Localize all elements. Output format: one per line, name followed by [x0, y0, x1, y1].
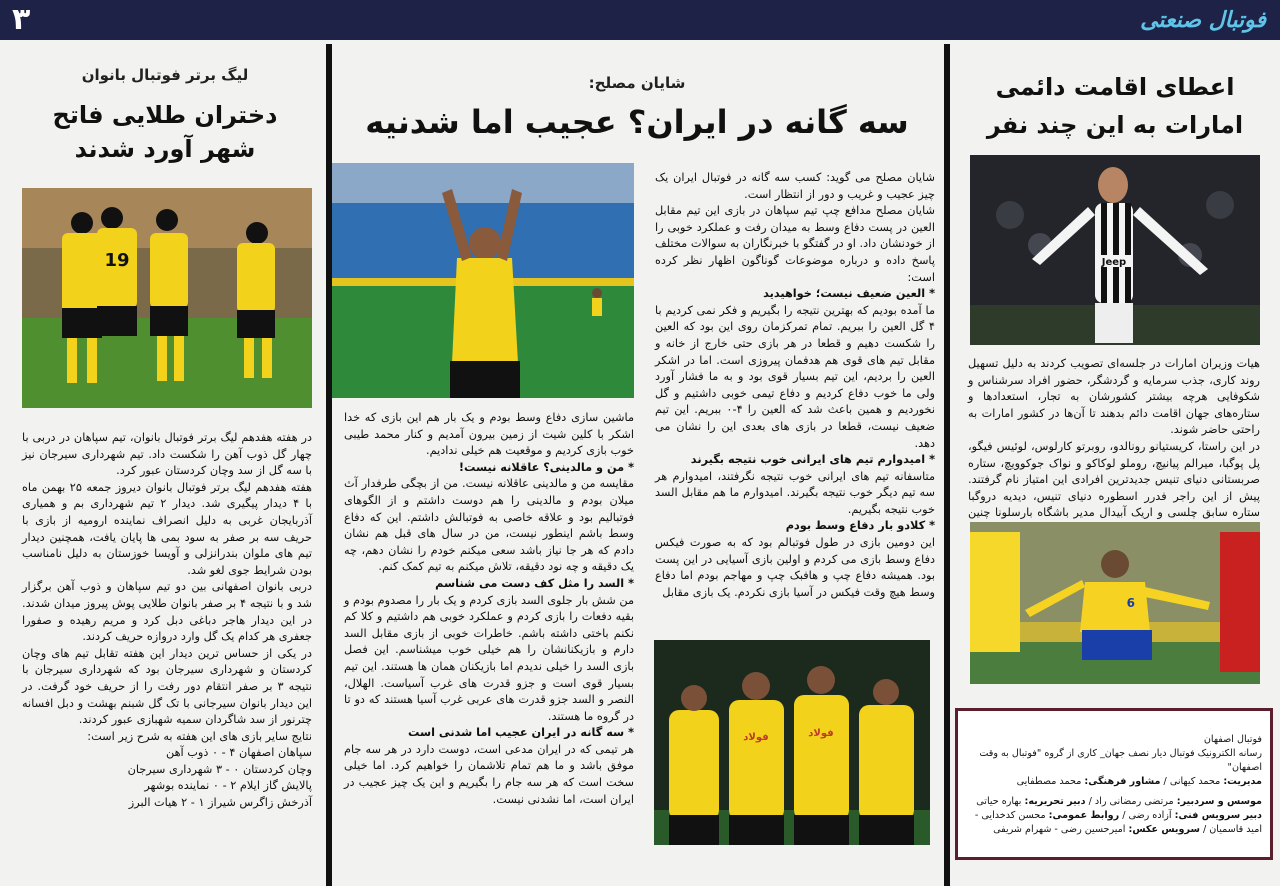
- ronaldo-illustration: [970, 155, 1260, 345]
- article-body-left: ماشین سازی دفاع وسط بودم و یک بار هم این بازی که خدا اشکر با کلین شیت از زمین بیرون آمدیم و کنار محمد طیبی خوب بازی کردیم و موقعیت هم خیلی ندادیم. * من و مالدینی؟ عاقلانه نیست! مقایسه من و مالدینی عاقلانه نیست. من از بچگی طرفدار آث میلان بودم و مالدینی را هم دوست داشتم و از الگوهای فوتبالیم بود و علاقه خاصی به فوتبالش داشتم. این که دفاع وسط باشم اینطور نیست، من در سال های قبل هم نشان دادم که هر جا نیاز باشد سعی میکنم خودم را نشان دهم، چه یک دقیقه و چه نود دقیقه، تلاش میکنم به تیم کمک کنم. * السد را مثل کف دست می شناسم من شش بار جلوی السد بازی کردم و یک بار را مصدوم بودم و بقیه دفعات را بازی کردم و عملکرد خوبی هم داشتیم و کلا کم نکنم باختی داشته باشم. خاطرات خوبی از بازی مقابل السد دارم و بازیکنانشان را هم خیلی خوب میشناسم. این فصل بازی السد را خیلی ندیدم اما بازیکنان همان ها هستند. این تیم بسیار قوی است و جزو قدرت های غرب آسیاست. الهلال، النصر و السد جزو قدرت های عربی غرب آسیا هستند که دو تا در گروه ما هستند. * سه گانه در ایران عجیب اما شدنی است هر تیمی که در ایران مدعی است، دوست دارد در هر سه جام موفق باشد و ما هم تمام تلاشمان را خواهیم کرد. اما خیلی سخت است که هر سه جام را بگیریم و این یک چیز عجیب در ایران است، اما نشدنی نیست.: [344, 411, 634, 806]
- result-item: وچان کردستان ۰ - ۳ شهرداری سیرجان: [127, 762, 312, 776]
- sepahan-team-photo: [654, 640, 930, 845]
- women-team-photo: [22, 188, 312, 408]
- article-title: سه گانه در ایران؟ عجیب اما شدنیه: [365, 103, 909, 141]
- women-team-illustration: [22, 188, 312, 408]
- credits-line1: فوتبال اصفهان: [1203, 734, 1262, 745]
- roberto-carlos-illustration: [970, 522, 1260, 684]
- credits-tech-line: دبیر سرویس فنی: آزاده رضی / روابط عمومی: محسن کدخدایی -: [974, 810, 1262, 821]
- article-title: دختران طلایی فاتح شهر آورد شدند: [52, 101, 278, 163]
- svg-text:فولاد: فولاد: [743, 732, 769, 743]
- ronaldo-photo: [970, 155, 1260, 345]
- top-bar: [0, 0, 1280, 40]
- credits-line2: رسانه الکترونیک فوتبال دیار نصف جهان_ کاری از گروه "فوتبال به وقت اصفهان": [979, 748, 1262, 773]
- article-kicker: شایان مصلح:: [588, 74, 686, 92]
- result-item: سپاهان اصفهان ۴ - ۰ ذوب آهن: [165, 746, 312, 760]
- credits-box: [955, 708, 1273, 860]
- article-kicker: لیگ برتر فوتبال بانوان: [81, 66, 249, 84]
- page-number: ۳: [12, 2, 31, 37]
- credits-founder-line: موسس و سردبیر: مرتضی رمضانی راد / دبیر تحریریه: بهاره حیاتی: [976, 796, 1262, 807]
- svg-text:6: 6: [1126, 596, 1135, 610]
- svg-text:Jeep: Jeep: [1101, 257, 1127, 268]
- column-divider-right: [944, 44, 950, 886]
- mosleh-photo: [332, 163, 634, 398]
- result-item: آذرخش زاگرس شیراز ۱ - ۲ هیات البرز: [128, 796, 312, 810]
- credits-manager-line: مدیریت: محمد کیهانی / مشاور فرهنگی: محمد مصطفایی: [1016, 776, 1262, 787]
- svg-text:19: 19: [104, 250, 130, 271]
- article-body: هیات وزیران امارات در جلسه‌ای تصویب کردند به دلیل تسهیل روند کاری، جذب سرمایه و گردشگر، حضور افراد سرشناس و شکوفایی هرچه بیشتر کشورشان به تجار، استعدادها و ستاره‌های جهان اقامت دائم بدهند تا آن‌ها در کشور امارات به راحتی حاضر شوند. در این راستا، کریستیانو رونالدو، روبرتو کارلوس، لوئیس فیگو، پل پوگبا، میرالم پیانیچ، روملو لوکاکو و نواک جوکوویچ، ستاره صربستانی دنیای تنیس جدیدترین افرادی این امتیاز نام گرفتند. پیش از این راجر فدرر اسطوره دنیای تنیس، دیدیه دروگبا ستاره سابق چلسی و اریک آبیدال مدیر باشگاه بارسلونا چنین: [968, 357, 1260, 520]
- result-item: پالایش گاز ایلام ۲ - ۰ نماینده بوشهر: [144, 779, 312, 793]
- credits-photo-line: امید قاسمیان / سرویس عکس: امیرحسین رضی - شهرام شریفی: [993, 824, 1262, 835]
- mosleh-illustration: [332, 163, 634, 398]
- brand-logo: فوتبال صنعتی: [1140, 7, 1266, 33]
- roberto-carlos-photo: [970, 522, 1260, 684]
- article-title: اعطای اقامت دائمی امارات به این چند نفر: [986, 73, 1244, 139]
- article-body-right: شایان مصلح می گوید: کسب سه گانه در فوتبال ایران یک چیز عجیب و غریب و دور از انتظار است. شایان مصلح مدافع چپ تیم سپاهان در بازی این تیم مقابل العین در پست دفاع وسط به میدان رفت و عملکرد خوبی را از خودنشان داد. او در گفتگو با خبرنگاران به سوالات مختلف پاسخ داده و درباره موضوعات گوناگون اظهار نظر کرده است: * العین ضعیف نیست؛ خواهیدید ما آمده بودیم که بهترین نتیجه را بگیریم و فکر نمی کردیم با ۴ گل العین را ببریم. تمام تمرکزمان روی این بود که العین را شکست دهیم و قطعا در هر بازی حتی خارج از خانه و مقابل تیم های قوی هم هدفمان پیروزی است. اما در اشکر العین را بردیم، این تیم بسیار قوی بود و به ما فشار آورد ولی ما خوب دفاع کردیم و دفاع تیمی خوبی داشتیم و گل نخوردیم و همین باعث شد که العین را ۴-۰ ببریم. این تیم ضعیف نیست، قطعا در بازی های بعدی این را نشان می دهد. * امیدوارم تیم های ایرانی خوب نتیجه بگیرند متاسفانه تیم های ایرانی خوب نتیجه نگرفتند، امیدوارم هر سه تیم دیگر خوب نتیجه بگیرند. امیدوارم ما هم مقابل السد خوب نتیجه بگیریم. * کلادو بار دفاع وسط بودم این دومین بازی در طول فوتبالم بود که به صورت فیکس دفاع وسط بازی می کردم و اولین بازی آسیایی در این پست بود. همیشه دفاع چپ و هافبک چپ و مهاجم بودم اما دفاع وسط هیچ وقت فیکس در آسیا بازی نکردم. یک بازی مقابل: [655, 171, 935, 599]
- article-body: در هفته هفدهم لیگ برتر فوتبال بانوان، تیم سپاهان در دربی با چهار گل ذوب آهن را شکست داد. تیم شهرداری سیرجان نیز با سه گل از سد وچان کردستان عبور کرد. هفته هفدهم لیگ برتر فوتبال بانوان دیروز جمعه ۲۵ بهمن ماه با ۴ دیدار پیگیری شد. دیدار ۲ تیم شهرداری بم و همیاری آذربایجان غربی به دلیل انصراف نماینده ارومیه از بازی با حریف سه بر صفر به سود بمی ها پایان یافت، همچنین دیدار تیم های ملوان بندرانزلی و آویسا خوزستان به دلیل نامناسب بودن شرایط جوی لغو شد. دربی بانوان اصفهانی بین دو تیم سپاهان و ذوب آهن برگزار شد و با نتیجه ۴ بر صفر بانوان طلایی پوش پیروز میدان شدند. در این دیدار هاجر دباغی دبل کرد و مریم رهیده و صفورا جعفری هر کدام یک گل وارد دروازه حریف کردند. در یکی از حساس ترین دیدار این هفته تقابل تیم های وچان کردستان و شهرداری سیرجان بود که شهرداری سیرجان با نتیجه ۳ بر صفر انتقام دور رفت را از حریف خود گرفت. در این دیدار بانوان سیرجانی با تک گل شبنم بهشت و دبل افسانه چترنور از سد شاگردان سمیه شهبازی عبور کردند. نتایج سایر بازی های این هفته به شرح زیر است: سپاهان اصفهان ۴ - ۰ ذوب آهن وچان کردستان ۰ - ۳ شهرداری سیرجان پالایش گاز ایلام ۲ - ۰ نماینده بوشهر آذرخش زاگرس شیراز ۱ - ۲ هیات البرز: [22, 430, 312, 812]
- sepahan-team-illustration: [654, 640, 930, 845]
- svg-text:فولاد: فولاد: [808, 728, 834, 739]
- results-title: نتایج سایر بازی های این هفته به شرح زیر است:: [87, 729, 312, 743]
